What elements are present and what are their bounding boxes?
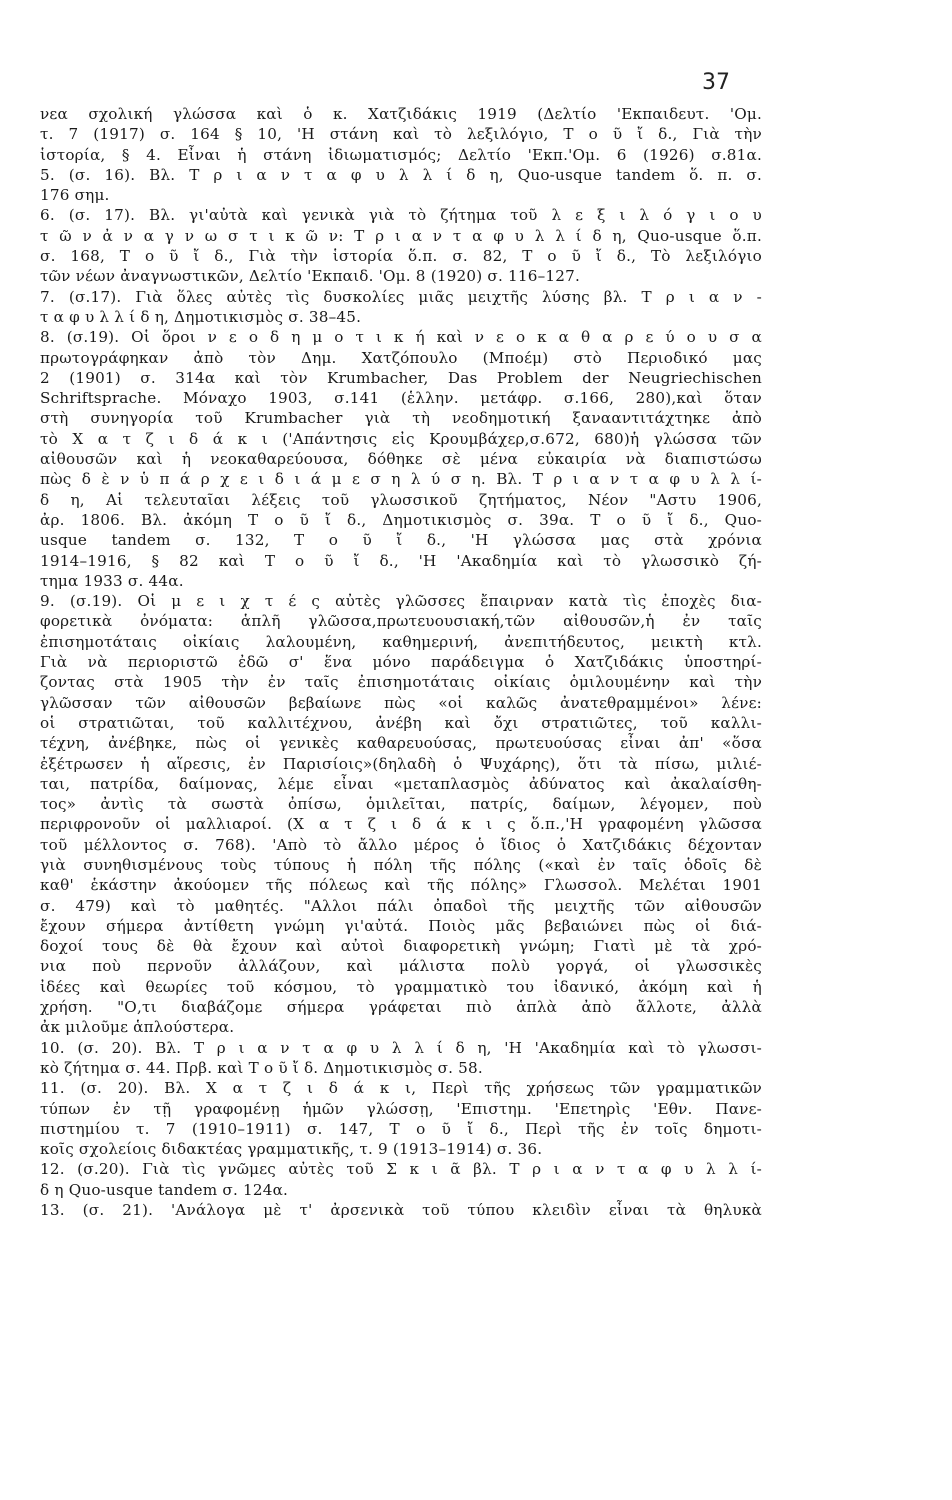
text-line: 5. (σ. 16). Βλ. Τ ρ ι α ν τ α φ υ λ λ ί δ η, Quo-usque tandem ὅ. π. σ. [40,165,762,184]
text-line: νεα σχολική γλώσσα καὶ ὁ κ. Χατζιδάκις 1919 (Δελτίο 'Εκπαιδευτ. 'Ομ. [40,105,762,123]
text-line: στὴ συνηγορία τοῦ Krumbacher γιὰ τὴ νεοδημοτική ξανααντιτάχτηκε ἀπὸ [40,409,762,428]
text-line: ἀρ. 1806. Βλ. ἀκόμη Τ ο ῦ ἴ δ., Δημοτικισμὸς σ. 39α. Τ ο ῦ ἴ δ., Quo- [40,510,762,529]
text-line: σ. 168, Τ ο ῦ ἴ δ., Γιὰ τὴν ἱστορία ὅ.π. σ. 82, Τ ο ῦ ἴ δ., Τὸ λεξιλόγιο [40,247,762,266]
text-line: δοχοί τους δὲ θὰ ἔχουν καὶ αὐτοὶ διαφορετικὴ γνώμη; Γιατὶ μὲ τὰ χρό- [40,937,762,956]
text-line: 2 (1901) σ. 314α καὶ τὸν Krumbacher, Das Problem der Neugriechischen [40,368,762,387]
text-line: 9. (σ.19). Οἱ μ ε ι χ τ έ ς αὐτὲς γλῶσσες ἔπαιρναν κατὰ τὶς ἐποχὲς δια- [40,592,762,611]
text-line: Γιὰ νὰ περιοριστῶ ἐδῶ σ' ἕνα μόνο παράδειγμα ὁ Χατζιδάκις ὑποστηρί- [40,653,762,672]
text-line: τῶν νέων ἀναγνωστικῶν, Δελτίο 'Εκπαιδ. 'Ομ. 8 (1920) σ. 116–127. [40,267,581,286]
text-line: γλῶσσαν τῶν αἰθουσῶν βεβαίωνε πὼς «οἱ καλῶς ἀνατεθραμμένοι» λένε: [40,693,762,712]
text-line: ἰδέες καὶ θεωρίες τοῦ κόσμου, τὸ γραμματικὸ του ἰδανικό, ἀκόμη καὶ ἡ [40,977,762,996]
text-line: φορετικὰ ὀνόματα: ἁπλῆ γλῶσσα,πρωτευουσιακή,τῶν αἰθουσῶν,ἡ ἐν ταῖς [40,612,762,631]
text-line: καθ' ἑκάστην ἀκούομεν τῆς πόλεως καὶ τῆς πόλης» Γλωσσολ. Μελέται 1901 [40,876,762,895]
text-line: τ. 7 (1917) σ. 164 § 10, 'Η στάνη καὶ τὸ λεξιλόγιο, Τ ο ῦ ἴ δ., Γιὰ τὴν [40,125,762,144]
text-line: 8. (σ.19). Οἱ ὅροι ν ε ο δ η μ ο τ ι κ ή καὶ ν ε ο κ α θ α ρ ε ύ ο υ σ α [40,328,762,347]
footnotes-text [40,104,762,1220]
text-line: 12. (σ.20). Γιὰ τὶς γνῶμες αὐτὲς τοῦ Σ κ ι ᾶ βλ. Τ ρ ι α ν τ α φ υ λ λ ί- [40,1160,762,1179]
text-line: δ η Quo-usque tandem σ. 124α. [40,1180,289,1199]
text-line: περιφρονοῦν οἱ μαλλιαροί. (Χ α τ ζ ι δ ά κ ι ς ὅ.π.,'Η γραφομένη γλῶσσα [40,815,762,834]
text-line: ἐπισημοτάταις οἰκίαις λαλουμένη, καθημερινή, ἀνεπιτήδευτος, μεικτὴ κτλ. [40,632,762,651]
text-line: ται, πατρίδα, δαίμονας, λέμε εἶναι «μεταπλασμὸς ἀδύνατος καὶ ἀκαλαίσθη- [40,774,762,793]
text-line: ἐξέτρωσεν ἡ αἵρεσις, ἐν Παρισίοις»(δηλαδὴ ὁ Ψυχάρης), ὅτι τὰ πίσω, μιλιέ- [40,754,762,773]
text-line: 1914–1916, § 82 καὶ Τ ο ῦ ἴ δ., 'Η 'Ακαδημία καὶ τὸ γλωσσικὸ ζή- [40,551,762,570]
text-line: ζοντας στὰ 1905 τὴν ἐν ταῖς ἐπισημοτάταις οἰκίαις ὁμιλουμένην καὶ τὴν [40,673,762,692]
text-line: Schriftsprache. Μόναχο 1903, σ.141 (ἑλλην. μετάφρ. σ.166, 280),καὶ ὅταν [40,389,762,408]
text-line: τημα 1933 σ. 44α. [40,571,184,590]
text-line: τος» ἀντὶς τὰ σωστὰ ὀπίσω, ὁμιλεῖται, πατρίς, δαίμων, λέγομεν, ποὺ [40,795,762,814]
text-line: 10. (σ. 20). Βλ. Τ ρ ι α ν τ α φ υ λ λ ί δ η, 'Η 'Ακαδημία καὶ τὸ γλωσσι- [40,1038,762,1057]
text-line: δ η, Αἱ τελευταῖαι λέξεις τοῦ γλωσσικοῦ ζητήματος, Νέον "Αστυ 1906, [40,490,762,509]
text-line: πρωτογράφηκαν ἀπὸ τὸν Δημ. Χατζόπουλο (Μποέμ) στὸ Περιοδικό μας [40,348,762,367]
text-line: 176 σημ. [40,186,110,205]
text-line: τ ῶ ν ἀ ν α γ ν ω σ τ ι κ ῶ ν: Τ ρ ι α ν τ α φ υ λ λ ί δ η, Quo-usque ὅ.π. [40,226,762,245]
text-line: χρήση. "Ο,τι διαβάζομε σήμερα γράφεται πιὸ ἁπλὰ ἀπὸ ἄλλοτε, ἀλλὰ [40,998,762,1017]
text-line: 11. (σ. 20). Βλ. Χ α τ ζ ι δ ά κ ι, Περὶ τῆς χρήσεως τῶν γραμματικῶν [40,1079,762,1098]
text-line: 6. (σ. 17). Βλ. γι'αὐτὰ καὶ γενικὰ γιὰ τὸ ζήτημα τοῦ λ ε ξ ι λ ό γ ι ο υ [40,206,762,225]
text-line: 13. (σ. 21). 'Ανάλογα μὲ τ' ἀρσενικὰ τοῦ τύπου κλειδὶν εἶναι τὰ θηλυκὰ [40,1201,762,1220]
text-line: τ α φ υ λ λ ί δ η, Δημοτικισμὸς σ. 38–45. [40,307,362,326]
page-number: 37 [702,70,730,95]
text-line: τέχνη, ἀνέβηκε, πὼς οἱ γενικὲς καθαρευούσας, πρωτευούσας εἶναι ἀπ' «ὅσα [40,734,762,753]
text-line: κοῖς σχολείοις διδακτέας γραμματικῆς, τ. 9 (1913–1914) σ. 36. [40,1140,543,1159]
text-line: ἔχουν σήμερα ἀντίθετη γνώμη γι'αὐτά. Ποιὸς μᾶς βεβαιώνει πὼς οἱ διά- [40,916,762,935]
text-line: οἱ στρατιῶται, τοῦ καλλιτέχνου, ἀνέβη καὶ ὄχι στρατιῶτες, τοῦ καλλι- [40,713,762,732]
text-line: γιὰ συνηθισμένους τοὺς τύπους ἡ πόλη τῆς πόλης («καὶ ἐν ταῖς ὁδοῖς δὲ [40,855,762,874]
text-line: τοῦ μέλλοντος σ. 768). 'Απὸ τὸ ἄλλο μέρος ὁ ἴδιος ὁ Χατζιδάκις δέχονταν [40,835,762,854]
text-line: αἰθουσῶν καὶ ἡ νεοκαθαρεύουσα, δόθηκε σὲ μένα εὐκαιρία νὰ διαπιστώσω [40,450,762,469]
text-line: πὼς δ ὲ ν ὑ π ά ρ χ ε ι δ ι ά μ ε σ η λ ύ σ η. Βλ. Τ ρ ι α ν τ α φ υ λ λ ί- [40,470,762,489]
text-line: πιστημίου τ. 7 (1910–1911) σ. 147, Τ ο ῦ ἴ δ., Περὶ τῆς ἐν τοῖς δημοτι- [40,1119,762,1138]
text-line: νια ποὺ περνοῦν ἀλλάζουν, καὶ μάλιστα πολὺ γοργά, οἱ γλωσσικὲς [40,957,762,976]
text-line: τύπων ἐν τῇ γραφομένῃ ἡμῶν γλώσσῃ, 'Επιστημ. 'Επετηρὶς 'Εθν. Πανε- [40,1099,762,1118]
text-line: 7. (σ.17). Γιὰ ὅλες αὐτὲς τὶς δυσκολίες μιᾶς μειχτῆς λύσης βλ. Τ ρ ι α ν - [40,287,762,306]
text-line: ἀκ μιλοῦμε ἁπλούστερα. [40,1018,235,1037]
text-line: τὸ Χ α τ ζ ι δ ά κ ι ('Απάντησις εἰς Κρουμβάχερ,σ.672, 680)ἡ γλώσσα τῶν [40,429,762,448]
text-line: ἱστορία, § 4. Εἶναι ἡ στάνη ἰδιωματισμός; Δελτίο 'Εκπ.'Ομ. 6 (1926) σ.81α. [40,145,762,164]
text-line: σ. 479) καὶ τὸ μαθητές. "Αλλοι πάλι ὀπαδοὶ τῆς μειχτῆς τῶν αἰθουσῶν [40,896,762,915]
text-line: usque tandem σ. 132, Τ ο ῦ ἴ δ., 'Η γλώσσα μας στὰ χρόνια [40,531,762,550]
text-line: κὸ ζήτημα σ. 44. Πρβ. καὶ Τ ο ῦ ἴ δ. Δημοτικισμὸς σ. 58. [40,1058,483,1077]
